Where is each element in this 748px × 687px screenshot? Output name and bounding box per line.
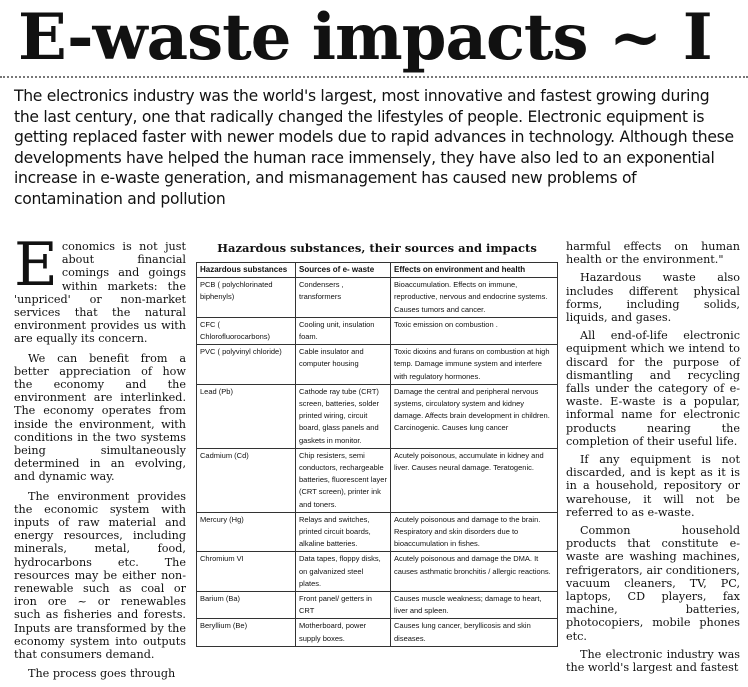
intro-standfirst: The electronics industry was the world's largest, most innovative and fastest growing during the last century, one that radically changed the lifestyles of people. Electronic equipment is getting replaced faster with newer models due to rapid advances in technology. Although these developments have helped the human race immensely, they have also led to an exponential increase in e-waste generation, and mismanagement has caused new problems of contamination and pollution	[14, 87, 734, 208]
left-paragraph: The environment provides the economic system with inputs of raw material and energy resources, including minerals, metal, food, hydrocarbons etc. The resources may be either non-renewable such as coal or iron ore ~ or renewables such as fisheries and forests. Inputs are transformed by the economy system into outputs that consumers demand.	[14, 489, 186, 662]
table-cell: Chromium VI	[197, 552, 296, 592]
table-row	[197, 278, 558, 318]
table-cell: Toxic dioxins and furans on combustion at high temp. Damage immune system and interfere with regulatory hormones.	[391, 345, 558, 385]
table-row	[197, 552, 558, 592]
right-paragraph: All end-of-life electronic equipment which we intend to discard for the purpose of dismantling and recycling falls under the category of e-waste. E-waste is a popular, informal name for electronic products nearing the completion of their useful life.	[566, 329, 740, 448]
table-cell: Cooling unit, insulation foam.	[296, 317, 391, 344]
table-cell: Relays and switches, printed circuit boards, alkaline batteries.	[296, 512, 391, 552]
table-cell: Acutely poisonous, accumulate in kidney and liver. Causes neural damage. Teratogenic.	[391, 448, 558, 512]
table-row	[197, 448, 558, 512]
right-paragraph: harmful effects on human health or the environment."	[566, 240, 740, 267]
right-column	[566, 240, 740, 679]
table-row	[197, 619, 558, 646]
table-cell: Acutely poisonous and damage the DMA. It causes asthmatic bronchitis / allergic reactions.	[391, 552, 558, 592]
left-paragraph: The process goes through	[28, 667, 176, 681]
table-cell: Cable insulator and computer housing	[296, 345, 391, 385]
table-title: Hazardous substances, their sources and impacts	[217, 241, 537, 255]
table-row	[197, 345, 558, 385]
table-cell: PVC ( polyvinyl chloride)	[197, 345, 296, 385]
table-cell: Causes lung cancer, beryllicosis and skin diseases.	[391, 619, 558, 646]
right-paragraph: If any equipment is not discarded, and is kept as it is in a household, repository or warehouse, it will not be referred to as e-waste.	[566, 453, 740, 519]
table-cell: Cathode ray tube (CRT) screen, batteries, solder printed wiring, circuit board, glass panels and gaskets in monitor.	[296, 384, 391, 448]
left-paragraph: Economics is not just about financial comings and goings within markets: the 'unpriced' or non-market services that the natural environment provides us with are equally its concern.	[14, 230, 186, 346]
table-cell: Toxic emission on combustion .	[391, 317, 558, 344]
table-cell: PCB ( polychlorinated biphenyls)	[197, 278, 296, 318]
table-cell: Cadmium (Cd)	[197, 448, 296, 512]
table-cell: Acutely poisonous and damage to the brain. Respiratory and skin disorders due to bioaccumulation in fishes.	[391, 512, 558, 552]
table-cell: Bioaccumulation. Effects on immune, reproductive, nervous and endocrine systems. Causes tumors and cancer.	[391, 278, 558, 318]
table-cell: Data tapes, floppy disks, on galvanized steel plates.	[296, 552, 391, 592]
drop-cap: E	[14, 230, 58, 300]
right-paragraph: Common household products that constitute e-waste are washing machines, refrigerators, air conditioners, vacuum cleaners, TV, PC, laptops, CD players, fax machine, batteries, photocopiers, mobile phones etc.	[566, 524, 740, 643]
table-row	[197, 384, 558, 448]
table-cell: Damage the central and peripheral nervous systems, circulatory system and kidney damage. Affects brain development in children. Carcinogenic. Causes lung cancer	[391, 384, 558, 448]
right-paragraph: The electronic industry was the world's largest and fastest	[566, 647, 740, 675]
hazardous-substances-table	[196, 262, 558, 647]
table-cell: Barium (Ba)	[197, 592, 296, 619]
table-cell: Beryllium (Be)	[197, 619, 296, 646]
left-paragraph: We can benefit from a better appreciation of how the economy and the environment are interlinked. The economy operates from inside the environment, with conditions in the two systems being simultaneously determined in an evolving, and dynamic way.	[14, 351, 186, 484]
table-cell: Chip resisters, semi conductors, rechargeable batteries, fluorescent layer (CRT screen), printer ink and toners.	[296, 448, 391, 512]
right-paragraph: Hazardous waste also includes different physical forms, including solids, liquids, and gases.	[566, 271, 740, 325]
table-row	[197, 592, 558, 619]
column-header: Hazardous substances	[197, 263, 296, 278]
table-cell: Causes muscle weakness; damage to heart, liver and spleen.	[391, 592, 558, 619]
table-cell: Motherboard, power supply boxes.	[296, 619, 391, 646]
table-cell: CFC ( Chlorofluorocarbons)	[197, 317, 296, 344]
headline: E-waste impacts ~ I	[18, 0, 712, 75]
column-header: Sources of e- waste	[296, 263, 391, 278]
headline-divider	[0, 76, 748, 78]
table-cell: Front panel/ getters in CRT	[296, 592, 391, 619]
table-cell: Lead (Pb)	[197, 384, 296, 448]
left-column	[14, 230, 186, 687]
table-cell: Mercury (Hg)	[197, 512, 296, 552]
table-cell: Condensers , transformers	[296, 278, 391, 318]
table-header-row	[197, 263, 558, 278]
column-header: Effects on environment and health	[391, 263, 558, 278]
table-row	[197, 512, 558, 552]
table-row	[197, 317, 558, 344]
